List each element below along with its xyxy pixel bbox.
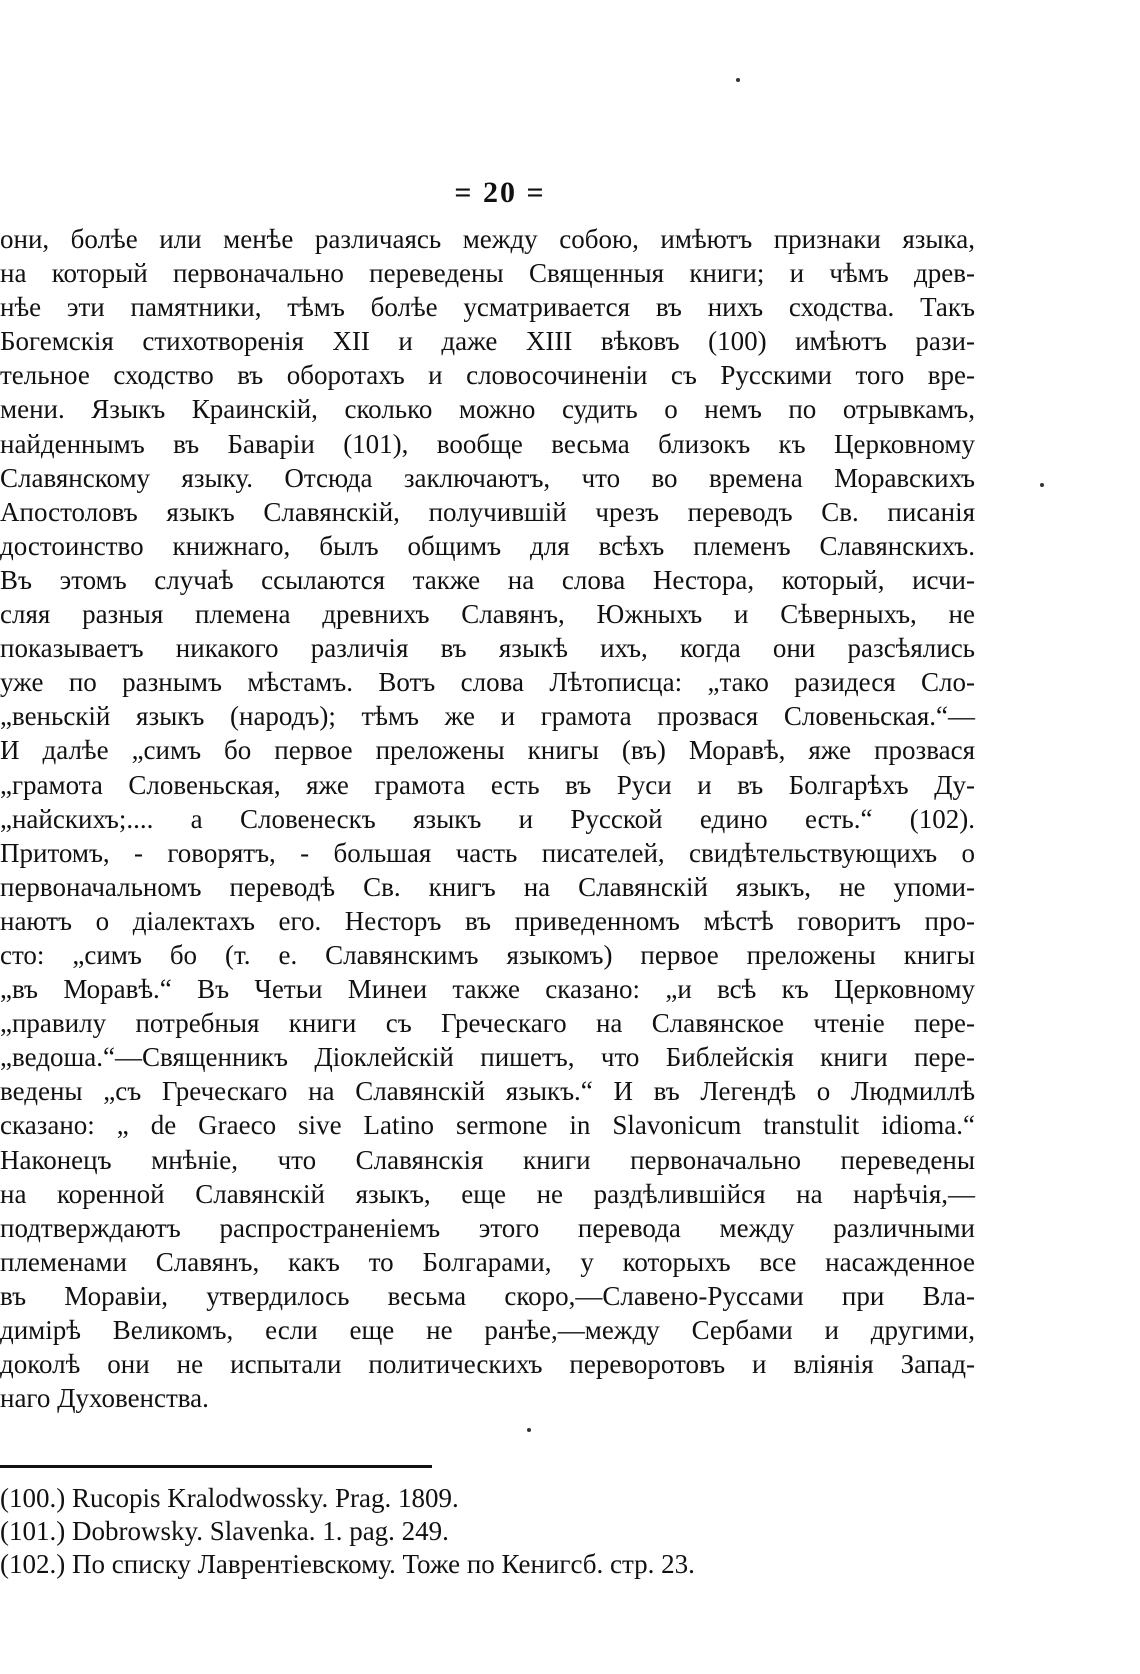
- text-line: мени. Языкъ Краинскій, сколько можно судить о немъ по отрывкамъ,: [0, 394, 975, 425]
- speck-mark: [527, 1428, 531, 1432]
- text-line: Притомъ, - говорятъ, - большая часть писателей, свидѣтельствующихъ о: [0, 837, 975, 868]
- text-line: „грамота Словеньская, яже грамота есть въ Руси и въ Болгарѣхъ Ду-: [0, 769, 975, 800]
- footnotes: [0, 1482, 900, 1581]
- text-line: сляя разныя племена древнихъ Славянъ, Южныхъ и Сѣверныхъ, не: [0, 599, 975, 630]
- text-line: Въ этомъ случаѣ ссылаются также на слова Нестора, который, исчи-: [0, 564, 975, 595]
- text-line: показываетъ никакого различія въ языкѣ ихъ, когда они разсѣялись: [0, 633, 975, 664]
- text-line: племенами Славянъ, какъ то Болгарами, у которыхъ все насажденное: [0, 1246, 975, 1277]
- text-line: „найскихъ;.... а Словенескъ языкъ и Русской едино есть.“ (102).: [0, 803, 975, 834]
- text-line: Апостоловъ языкъ Славянскій, получившій чрезъ переводъ Св. писанія: [0, 496, 975, 527]
- text-line: И далѣе „симъ бо первое преложены книгы (въ) Моравѣ, яже прозвася: [0, 735, 975, 766]
- text-line: „веньскій языкъ (народъ); тѣмъ же и грамота прозвася Словеньская.“—: [0, 701, 975, 732]
- text-line: они, болѣе или менѣе различаясь между собою, имѣютъ признаки языка,: [0, 224, 975, 254]
- text-line: уже по разнымъ мѣстамъ. Вотъ слова Лѣтописца: „тако разидеся Сло-: [0, 667, 975, 698]
- footnote: (100.) Rucopis Kralodwossky. Prag. 1809.: [0, 1483, 459, 1513]
- speck-mark: [736, 78, 740, 82]
- text-line: въ Моравіи, утвердилось весьма скоро,—Славено-Руссами при Вла-: [0, 1280, 975, 1311]
- footnote: (101.) Dobrowsky. Slavenka. 1. pag. 249.: [0, 1516, 449, 1546]
- footnote-divider: [0, 1465, 432, 1468]
- text-line: „въ Моравѣ.“ Въ Четьи Минеи также сказано: „и всѣ къ Церковному: [0, 974, 975, 1005]
- text-line: димірѣ Великомъ, если еще не ранѣе,—между Сербами и другими,: [0, 1315, 975, 1345]
- text-line: Богемскія стихотворенія XII и даже XIII вѣковъ (100) имѣютъ рази-: [0, 326, 975, 357]
- text-line: достоинство книжнаго, былъ общимъ для всѣхъ племенъ Славянскихъ.: [0, 530, 975, 561]
- text-line: доколѣ они не испытали политическихъ переворотовъ и вліянія Запад-: [0, 1349, 975, 1380]
- text-line: первоначальномъ переводѣ Св. книгъ на Славянскій языкъ, не упоми-: [0, 871, 975, 902]
- text-line: Наконецъ мнѣніе, что Славянскія книги первоначально переведены: [0, 1144, 975, 1175]
- body-text: [0, 222, 975, 1415]
- text-line: на коренной Славянскій языкъ, еще не раздѣлившійся на нарѣчія,—: [0, 1178, 975, 1209]
- text-line: сто: „симъ бо (т. е. Славянскимъ языкомъ) первое преложены книгы: [0, 939, 975, 970]
- page-number: = 20 =: [454, 176, 546, 209]
- text-line: подтверждаютъ распространеніемъ этого перевода между различными: [0, 1212, 975, 1243]
- text-line: наютъ о діалектахъ его. Несторъ въ приведенномъ мѣстѣ говоритъ про-: [0, 905, 975, 936]
- text-line: нѣе эти памятники, тѣмъ болѣе усматривается въ нихъ сходства. Такъ: [0, 292, 975, 323]
- footnote: (102.) По списку Лаврентіевскому. Тоже по Кенигсб. стр. 23.: [0, 1549, 695, 1579]
- speck-mark: [1040, 483, 1044, 487]
- text-line: тельное сходство въ оборотахъ и словосочиненіи съ Русскими того вре-: [0, 360, 975, 391]
- text-line: „ведоша.“—Священникъ Діоклейскій пишетъ, что Библейскія книги пере-: [0, 1042, 975, 1073]
- text-line: ведены „съ Греческаго на Славянскій языкъ.“ И въ Легендѣ о Людмиллѣ: [0, 1076, 975, 1107]
- text-line: Славянскому языку. Отсюда заключаютъ, что во времена Моравскихъ: [0, 462, 975, 493]
- text-line: найденнымъ въ Баваріи (101), вообще весьма близокъ къ Церковному: [0, 428, 975, 459]
- text-line: „правилу потребныя книги съ Греческаго на Славянское чтеніе пере-: [0, 1008, 975, 1039]
- text-line: на который первоначально переведены Священныя книги; и чѣмъ древ-: [0, 258, 975, 289]
- text-line: сказано: „ de Graeco sive Latino sermone in Slavonicum transtulit idioma.“: [0, 1110, 975, 1141]
- text-line: наго Духовенства.: [0, 1383, 209, 1414]
